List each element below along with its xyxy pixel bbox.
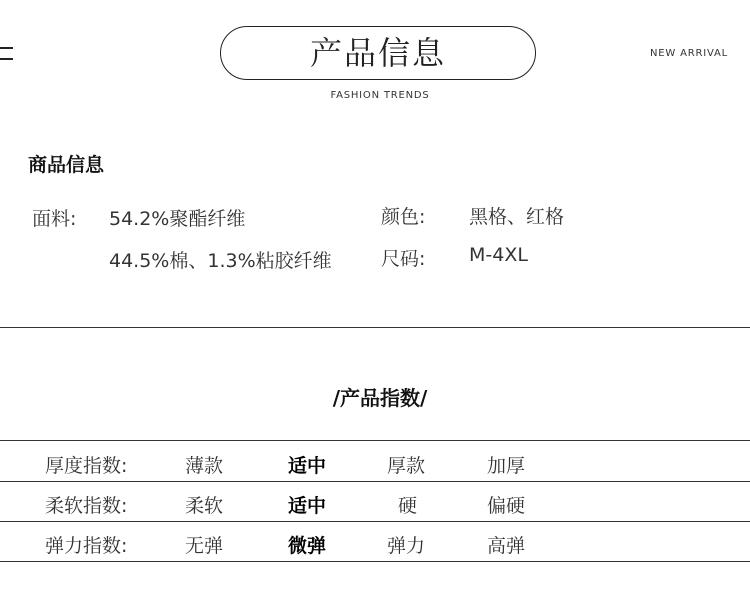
softness-option: 柔软 — [185, 495, 224, 517]
thickness-option: 加厚 — [487, 455, 526, 477]
elasticity-option: 高弹 — [487, 535, 526, 557]
fabric-value-line2: 44.5%棉、1.3%粘胶纤维 — [109, 250, 332, 272]
elasticity-option: 无弹 — [185, 535, 224, 557]
product-index-title: /产品指数/ — [332, 386, 428, 410]
new-arrival-label: NEW ARRIVAL — [650, 48, 728, 59]
softness-option: 适中 — [288, 495, 327, 517]
elasticity-option: 弹力 — [387, 535, 426, 557]
page-title: 产品信息 — [309, 34, 446, 72]
elasticity-index-row — [0, 522, 750, 562]
softness-option: 硬 — [398, 495, 418, 517]
color-value: 黑格、红格 — [469, 206, 565, 228]
fabric-label: 面料: — [32, 208, 77, 230]
size-label: 尺码: — [381, 248, 426, 270]
thickness-index-row — [0, 442, 750, 482]
decorative-bars-icon — [0, 47, 14, 61]
title-pill — [220, 26, 536, 80]
thickness-index-label: 厚度指数: — [45, 455, 128, 477]
fabric-value-line1: 54.2%聚酯纤维 — [109, 208, 246, 230]
thickness-option: 厚款 — [387, 455, 426, 477]
table-divider — [0, 440, 750, 441]
softness-index-label: 柔软指数: — [45, 495, 128, 517]
color-label: 颜色: — [381, 206, 426, 228]
thickness-option: 薄款 — [185, 455, 224, 477]
elasticity-index-label: 弹力指数: — [45, 535, 128, 557]
softness-option: 偏硬 — [487, 495, 526, 517]
elasticity-option: 微弹 — [288, 535, 327, 557]
softness-index-row — [0, 482, 750, 522]
title-subtitle: FASHION TRENDS — [330, 90, 430, 101]
size-value: M-4XL — [469, 244, 528, 266]
product-info-heading: 商品信息 — [28, 154, 105, 176]
thickness-option: 适中 — [288, 455, 327, 477]
section-divider — [0, 327, 750, 328]
